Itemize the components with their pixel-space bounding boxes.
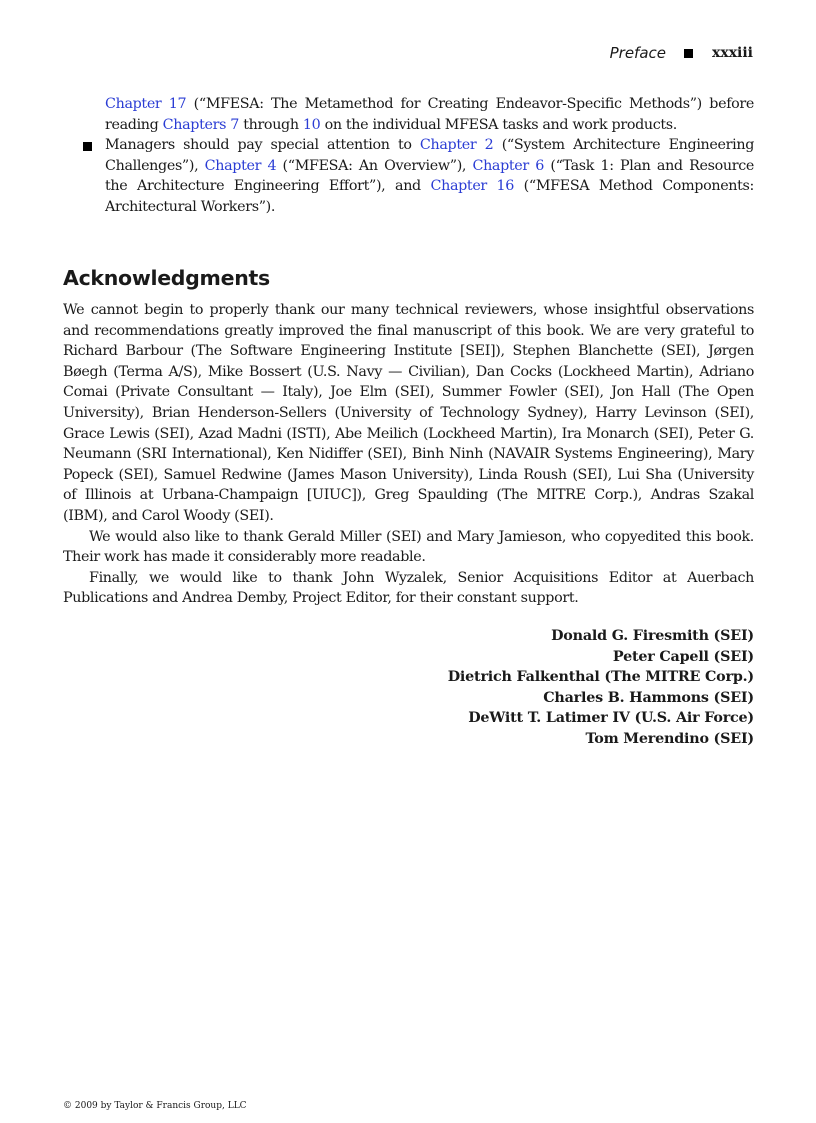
- chapter-10-link[interactable]: 10: [302, 116, 321, 133]
- acknowledgments-body: [63, 300, 754, 609]
- square-bullet-icon: [83, 142, 92, 151]
- author-name: Donald G. Firesmith (SEI): [551, 628, 754, 644]
- continued-text-3: on the individual MFESA tasks and work products.: [320, 116, 677, 133]
- chapter-2-link[interactable]: Chapter 2: [419, 137, 494, 153]
- chapter-16-link[interactable]: Chapter 16: [430, 178, 515, 195]
- author-signatures: [448, 626, 754, 750]
- acknowledgments-paragraph-2: We would also like to thank Gerald Miller (SEI) and Mary Jamieson, who copyedited this book. Their work has made it considerably more readable.: [63, 528, 754, 566]
- managers-text-3: (“MFESA: An Overview”),: [276, 157, 473, 174]
- author-name: Charles B. Hammons (SEI): [543, 689, 754, 706]
- copyright-footer: © 2009 by Taylor & Francis Group, LLC: [63, 1101, 247, 1111]
- continued-text-1: (“MFESA: The Metamethod for Creating Endeavor-Specific Methods”) before reading: [105, 96, 754, 133]
- managers-bullet: [63, 135, 754, 217]
- chapter-4-link[interactable]: Chapter 4: [204, 157, 277, 174]
- chapter-17-link[interactable]: Chapter 17: [105, 96, 187, 112]
- acknowledgments-paragraph-1: We cannot begin to properly thank our many technical reviewers, whose insightful observations and recommendations greatly improved the final manuscript of this book. We are very grateful to Richard Barbour (The Software Engineering Institute [SEI]), Stephen Blanchette (SEI), Jørgen Bøegh (Terma A/S), Mike Bossert (U.S. Navy — Civilian), Dan Cocks (Lockheed Martin), Adriano Comai (Private Consultant — Italy), Joe Elm (SEI), Summer Fowler (SEI), Jon Hall (The Open University), Brian Henderson-Sellers (University of Technology Sydney), Harry Levinson (SEI), Grace Lewis (SEI), Azad Madni (ISTI), Abe Meilich (Lockheed Martin), Ira Monarch (SEI), Peter G. Neumann (SRI International), Ken Nidiffer (SEI), Binh Ninh (NAVAIR Systems Engineering), Mary Popeck (SEI), Samuel Redwine (James Mason University), Linda Roush (SEI), Lui Sha (University of Illinois at Urbana-Champaign [UIUC]), Greg Spaulding (The MITRE Corp.), Andras Szakal (IBM), and Carol Woody (SEI).: [63, 302, 754, 524]
- running-head-section: Preface: [609, 44, 666, 62]
- acknowledgments-paragraph-3: Finally, we would like to thank John Wyzalek, Senior Acquisitions Editor at Auerbach Publications and Andrea Demby, Project Editor, for their constant support.: [63, 569, 754, 607]
- author-name: DeWitt T. Latimer IV (U.S. Air Force): [468, 710, 754, 727]
- managers-text-5: (“MFESA Method Components: Architectural Workers”).: [105, 178, 755, 215]
- author-name: Peter Capell (SEI): [612, 648, 754, 665]
- managers-text-1: Managers should pay special attention to: [105, 137, 420, 153]
- author-name: Dietrich Falkenthal (The MITRE Corp.): [447, 669, 754, 686]
- acknowledgments-heading: Acknowledgments: [63, 266, 270, 290]
- page-number: xxxiii: [712, 45, 753, 61]
- running-head: [610, 43, 753, 63]
- continued-bullet-text: [105, 94, 754, 135]
- managers-text-4: (“Task 1: Plan and Resource the Architecture Engineering Effort”), and: [105, 157, 754, 195]
- chapters-7-link[interactable]: Chapters 7: [162, 116, 239, 133]
- square-bullet-icon: [684, 49, 693, 58]
- managers-text-2: (“System Architecture Engineering Challenges”),: [105, 137, 754, 174]
- managers-bullet-text: [105, 135, 754, 217]
- continued-text-2: through: [239, 116, 303, 133]
- author-name: Tom Merendino (SEI): [585, 730, 754, 747]
- chapter-6-link[interactable]: Chapter 6: [472, 157, 544, 174]
